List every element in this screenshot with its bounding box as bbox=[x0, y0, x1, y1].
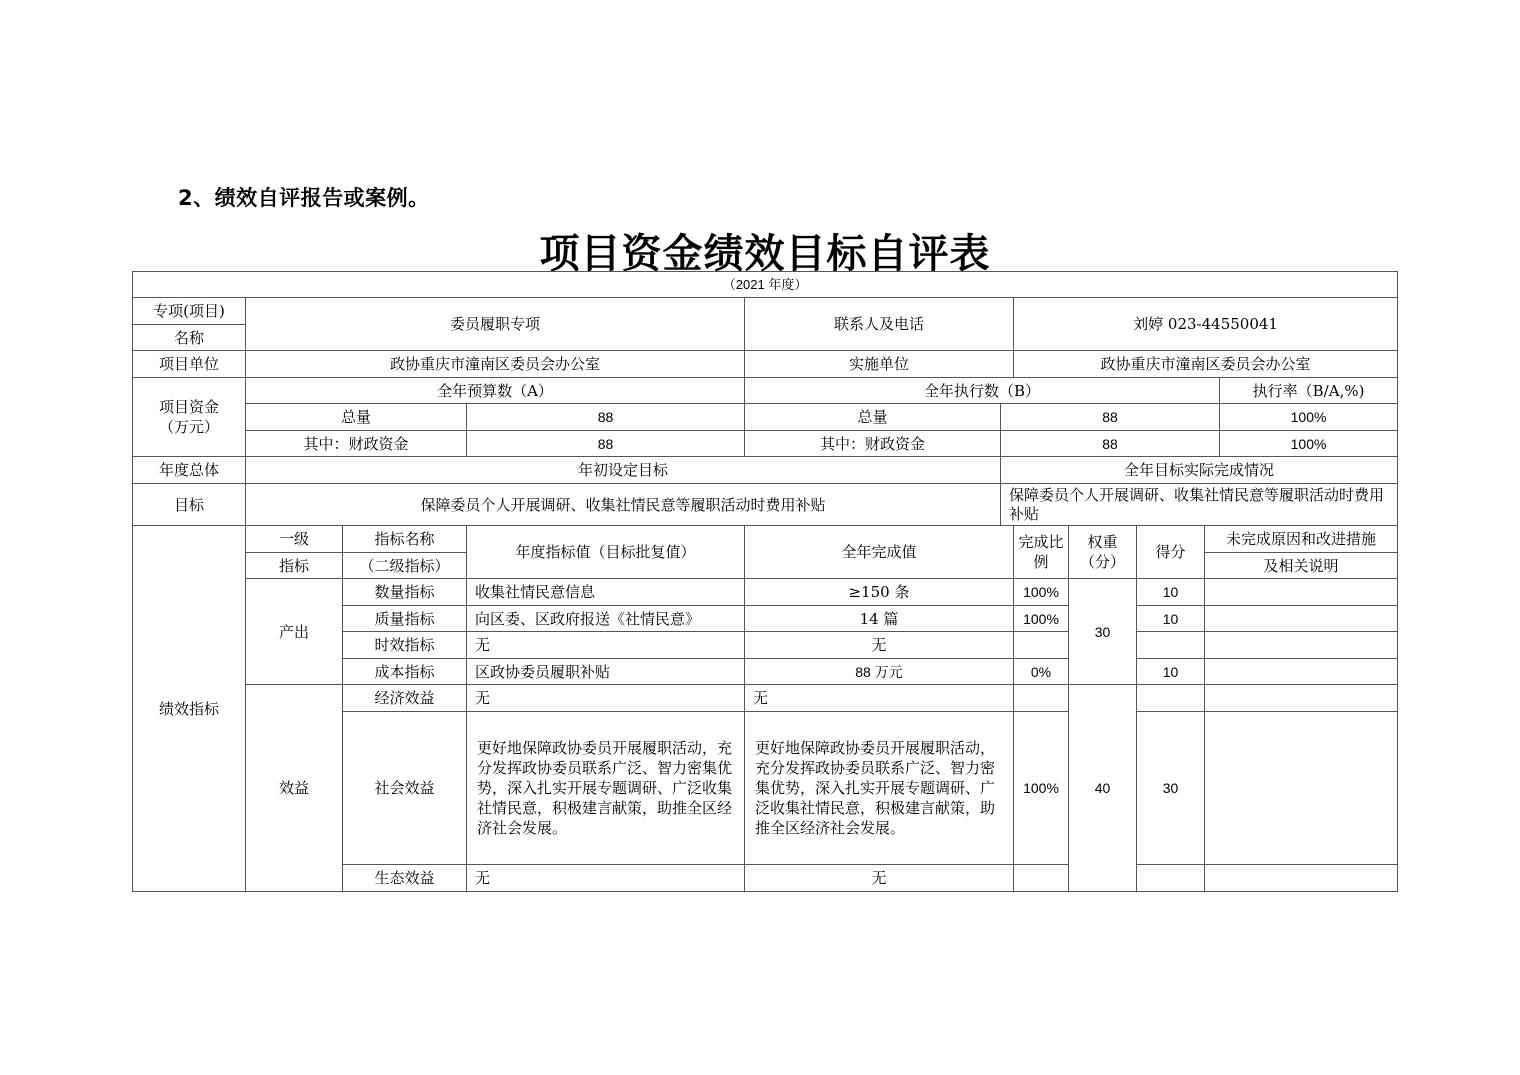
project-name-label: 专项(项目) bbox=[133, 298, 246, 325]
indicator-score: 10 bbox=[1137, 579, 1205, 606]
indicator-ratio bbox=[1014, 632, 1069, 659]
total-label-2: 总量 bbox=[745, 404, 1001, 431]
indicator-target: 更好地保障政协委员开展履职活动，充分发挥政协委员联系广泛、智力密集优势，深入扎实开展专题调研、广泛收集社情民意，积极建言献策，助推全区经济社会发展。 bbox=[467, 712, 745, 865]
total-label: 总量 bbox=[246, 404, 467, 431]
fiscal-budget: 88 bbox=[467, 431, 745, 457]
indicator-score: 30 bbox=[1137, 712, 1205, 865]
h-actual: 全年完成值 bbox=[745, 526, 1014, 579]
fiscal-label-2: 其中：财政资金 bbox=[745, 431, 1001, 457]
unit-value: 政协重庆市潼南区委员会办公室 bbox=[246, 351, 745, 378]
h-weight-line1: 权重 bbox=[1087, 533, 1118, 551]
exec-header: 全年执行数（B） bbox=[745, 378, 1220, 404]
indicator-score bbox=[1137, 865, 1205, 892]
h-reason-2: 及相关说明 bbox=[1205, 553, 1398, 579]
goal-actual-header: 全年目标实际完成情况 bbox=[1001, 457, 1398, 484]
h-reason-1: 未完成原因和改进措施 bbox=[1205, 526, 1398, 553]
indicator-score: 10 bbox=[1137, 659, 1205, 685]
page-title: 项目资金绩效目标自评表 bbox=[539, 230, 991, 277]
goal-set-header: 年初设定目标 bbox=[246, 457, 1001, 484]
indicator-actual: ≥150 条 bbox=[745, 579, 1014, 606]
indicator-name: 数量指标 bbox=[343, 579, 467, 606]
project-name-value: 委员履职专项 bbox=[246, 298, 745, 351]
total-rate: 100% bbox=[1220, 404, 1398, 431]
budget-header: 全年预算数（A） bbox=[246, 378, 745, 404]
indicator-name: 质量指标 bbox=[343, 606, 467, 632]
h-name-1: 指标名称 bbox=[343, 526, 467, 553]
project-name-label-2: 名称 bbox=[133, 325, 246, 351]
indicator-ratio: 100% bbox=[1014, 579, 1069, 606]
goal-actual-value: 保障委员个人开展调研、收集社情民意等履职活动时费用补贴 bbox=[1001, 484, 1398, 526]
indicator-name: 经济效益 bbox=[343, 685, 467, 712]
benefit-label: 效益 bbox=[246, 685, 343, 892]
indicator-reason bbox=[1205, 865, 1398, 892]
indicator-score: 10 bbox=[1137, 606, 1205, 632]
contact-label: 联系人及电话 bbox=[745, 298, 1014, 351]
indicator-target: 无 bbox=[467, 865, 745, 892]
indicator-name: 生态效益 bbox=[343, 865, 467, 892]
impl-value: 政协重庆市潼南区委员会办公室 bbox=[1014, 351, 1398, 378]
indicator-ratio: 100% bbox=[1014, 712, 1069, 865]
year-cell: （2021 年度） bbox=[133, 272, 1398, 298]
total-budget: 88 bbox=[467, 404, 745, 431]
h-ratio-line1: 完成比 bbox=[1018, 533, 1064, 551]
indicator-score bbox=[1137, 685, 1205, 712]
goal-label-1: 年度总体 bbox=[133, 457, 246, 484]
indicator-actual: 更好地保障政协委员开展履职活动，充分发挥政协委员联系广泛、智力密集优势，深入扎实开展专题调研、广泛收集社情民意，积极建言献策，助推全区经济社会发展。 bbox=[745, 712, 1014, 865]
impl-label: 实施单位 bbox=[745, 351, 1014, 378]
funds-label bbox=[133, 378, 246, 457]
indicator-actual: 无 bbox=[745, 685, 1014, 712]
indicator-name: 时效指标 bbox=[343, 632, 467, 659]
indicator-ratio bbox=[1014, 685, 1069, 712]
rate-header: 执行率（B/A,%) bbox=[1220, 378, 1398, 404]
h-weight bbox=[1069, 526, 1137, 579]
unit-label: 项目单位 bbox=[133, 351, 246, 378]
indicator-reason bbox=[1205, 659, 1398, 685]
indicator-reason bbox=[1205, 685, 1398, 712]
h-ratio bbox=[1014, 526, 1069, 579]
indicator-reason bbox=[1205, 632, 1398, 659]
indicator-target: 向区委、区政府报送《社情民意》 bbox=[467, 606, 745, 632]
h-score: 得分 bbox=[1137, 526, 1205, 579]
contact-value: 刘婷 023-44550041 bbox=[1014, 298, 1398, 351]
indicators-section-label: 绩效指标 bbox=[133, 526, 246, 892]
indicator-score bbox=[1137, 632, 1205, 659]
goal-label-2: 目标 bbox=[133, 484, 246, 526]
indicator-actual: 无 bbox=[745, 865, 1014, 892]
fiscal-label: 其中：财政资金 bbox=[246, 431, 467, 457]
goal-set-value: 保障委员个人开展调研、收集社情民意等履职活动时费用补贴 bbox=[246, 484, 1001, 526]
table-row bbox=[133, 579, 1398, 606]
indicator-actual: 88 万元 bbox=[745, 659, 1014, 685]
indicator-target: 无 bbox=[467, 685, 745, 712]
fiscal-exec: 88 bbox=[1001, 431, 1220, 457]
output-label: 产出 bbox=[246, 579, 343, 685]
indicator-actual: 无 bbox=[745, 632, 1014, 659]
table-row bbox=[133, 685, 1398, 712]
indicator-ratio: 100% bbox=[1014, 606, 1069, 632]
funds-label-line1: 项目资金 bbox=[158, 398, 219, 416]
indicator-ratio bbox=[1014, 865, 1069, 892]
evaluation-table bbox=[132, 271, 1398, 892]
indicator-name: 社会效益 bbox=[343, 712, 467, 865]
indicator-target: 收集社情民意信息 bbox=[467, 579, 745, 606]
indicator-reason bbox=[1205, 579, 1398, 606]
total-exec: 88 bbox=[1001, 404, 1220, 431]
h-level1-2: 指标 bbox=[246, 553, 343, 579]
h-name-2: （二级指标） bbox=[343, 553, 467, 579]
h-ratio-line2: 例 bbox=[1033, 553, 1049, 571]
indicator-actual: 14 篇 bbox=[745, 606, 1014, 632]
funds-label-line2: （万元） bbox=[158, 418, 219, 436]
h-weight-line2: （分） bbox=[1079, 553, 1125, 571]
indicator-name: 成本指标 bbox=[343, 659, 467, 685]
output-weight: 30 bbox=[1069, 579, 1137, 685]
section-heading: 2、绩效自评报告或案例。 bbox=[178, 186, 430, 210]
indicator-target: 区政协委员履职补贴 bbox=[467, 659, 745, 685]
h-target: 年度指标值（目标批复值） bbox=[467, 526, 745, 579]
fiscal-rate: 100% bbox=[1220, 431, 1398, 457]
h-level1-1: 一级 bbox=[246, 526, 343, 553]
indicator-target: 无 bbox=[467, 632, 745, 659]
benefit-weight: 40 bbox=[1069, 685, 1137, 892]
indicator-reason bbox=[1205, 606, 1398, 632]
indicator-ratio: 0% bbox=[1014, 659, 1069, 685]
indicator-reason bbox=[1205, 712, 1398, 865]
